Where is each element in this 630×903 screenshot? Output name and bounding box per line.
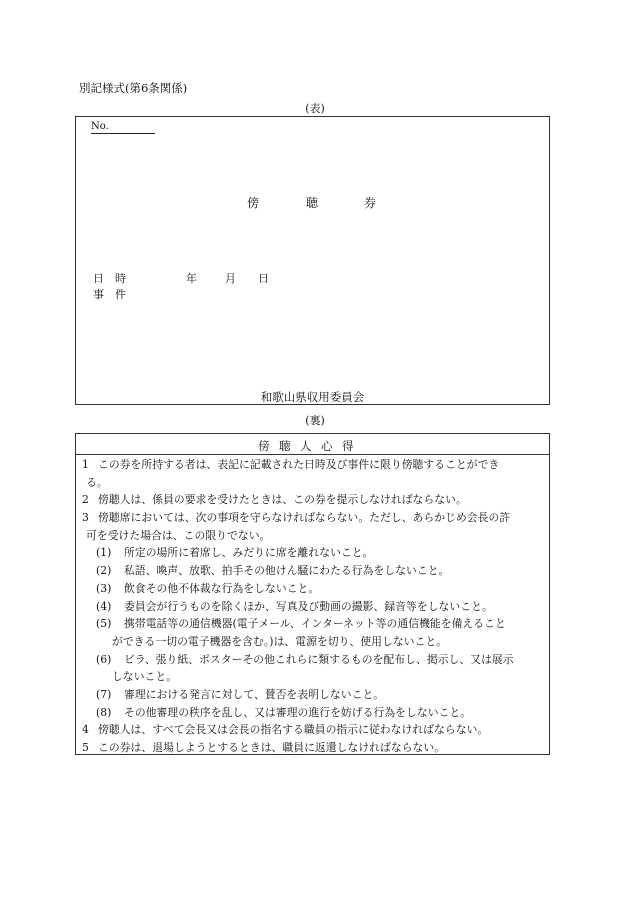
rules-title <box>76 438 549 454</box>
subitem-text: 審理における発言に対して、賛否を表明しないこと。 <box>124 687 385 701</box>
subitem-number: (2) <box>96 564 112 578</box>
rules-title-char: 人 <box>300 439 312 453</box>
ticket-back <box>75 433 550 755</box>
rule-subitem <box>82 598 544 616</box>
day-label: 日 <box>258 272 269 285</box>
back-caption: (裏) <box>305 414 325 427</box>
rule-text: この券を所持する者は、表記に記載された日時及び事件に限り傍聴することができ <box>98 458 500 471</box>
subitem-text: ビラ、張り紙、ポスターその他これらに類するものを配布し、掲示し、又は展示 <box>124 652 514 666</box>
subitem-text: ができる一切の電子機器を含む。)は、電源を切り、使用しないこと。 <box>112 634 448 648</box>
rule-subitem <box>82 686 544 704</box>
subitem-text: 委員会が行うものを除くほか、写真及び動画の撮影、録音等をしないこと。 <box>124 599 493 613</box>
rule-subitem <box>82 544 544 562</box>
rule-subitem-continued <box>82 633 544 651</box>
front-caption: (表) <box>305 102 325 115</box>
rule-subitem <box>82 615 544 633</box>
rule-subitem <box>82 562 544 580</box>
subitem-text: 私語、喚声、放歌、拍手その他けん騒にわたる行為をしないこと。 <box>124 564 450 578</box>
form-heading: 別記様式(第6条関係) <box>79 81 188 95</box>
rules-list <box>82 456 544 757</box>
case-label-char: 事 <box>93 288 104 301</box>
subitem-text: 携帯電話等の通信機器(電子メール、インターネット等の通信機能を備えること <box>124 617 506 631</box>
rule-subitem <box>82 704 544 722</box>
ticket-front <box>75 116 550 405</box>
title-divider <box>76 454 549 455</box>
rule-subitem <box>82 580 544 598</box>
date-label-char: 日 <box>93 272 104 285</box>
rule-item <box>82 456 544 474</box>
ticket-number-label: No. <box>91 120 155 134</box>
rule-item <box>82 721 544 739</box>
subitem-text: 所定の場所に着席し、みだりに席を離れないこと。 <box>124 546 374 560</box>
year-label: 年 <box>186 272 197 285</box>
rule-item <box>82 491 544 509</box>
rule-item-continued <box>82 474 544 492</box>
subitem-number: (3) <box>96 581 112 595</box>
case-label-char: 件 <box>115 288 126 301</box>
rule-text: 傍聴人は、すべて会長又は会長の指名する職員の指示に従わなければならない。 <box>98 723 489 737</box>
subitem-number: (5) <box>96 617 112 631</box>
rule-subitem <box>82 651 544 669</box>
date-label-char: 時 <box>115 272 126 285</box>
committee-name: 和歌山県収用委員会 <box>260 390 365 404</box>
rules-title-char: 傍 <box>258 439 270 453</box>
subitem-number: (7) <box>96 687 112 701</box>
rule-text: る。 <box>86 475 108 489</box>
rules-title-char: 聴 <box>279 439 291 453</box>
rule-item <box>82 509 544 527</box>
subitem-number: (6) <box>96 652 112 666</box>
subitem-text: その他審理の秩序を乱し、又は審理の進行を妨げる行為をしないこと。 <box>124 705 472 719</box>
ticket-title-char: 券 <box>364 196 377 210</box>
rule-item <box>82 739 544 757</box>
subitem-number: (8) <box>96 705 112 719</box>
rules-title-char: 得 <box>342 439 354 453</box>
subitem-text: 飲食その他不体裁な行為をしないこと。 <box>124 581 320 595</box>
ticket-title-char: 聴 <box>306 196 319 210</box>
rule-text: この券は、退場しようとするときは、職員に返還しなければならない。 <box>98 741 446 754</box>
rule-number: 5 <box>82 741 89 754</box>
rule-number: 2 <box>82 493 89 507</box>
ticket-title <box>76 194 549 210</box>
subitem-number: (1) <box>96 546 112 560</box>
month-label: 月 <box>225 272 236 285</box>
rule-text: 傍聴席においては、次の事項を守らなければならない。ただし、あらかじめ会長の許 <box>98 511 511 525</box>
rule-subitem-continued <box>82 668 544 686</box>
rule-text: 傍聴人は、係員の要求を受けたときは、この券を提示しなければならない。 <box>98 493 467 507</box>
rule-number: 4 <box>82 723 89 737</box>
rules-title-char: 心 <box>321 439 333 453</box>
rule-item-continued <box>82 527 544 545</box>
rule-number: 1 <box>82 458 89 471</box>
subitem-number: (4) <box>96 599 112 613</box>
subitem-text: しないこと。 <box>112 670 178 684</box>
ticket-title-char: 傍 <box>247 196 260 210</box>
rule-number: 3 <box>82 511 89 525</box>
rule-text: 可を受けた場合は、この限りでない。 <box>86 528 271 542</box>
